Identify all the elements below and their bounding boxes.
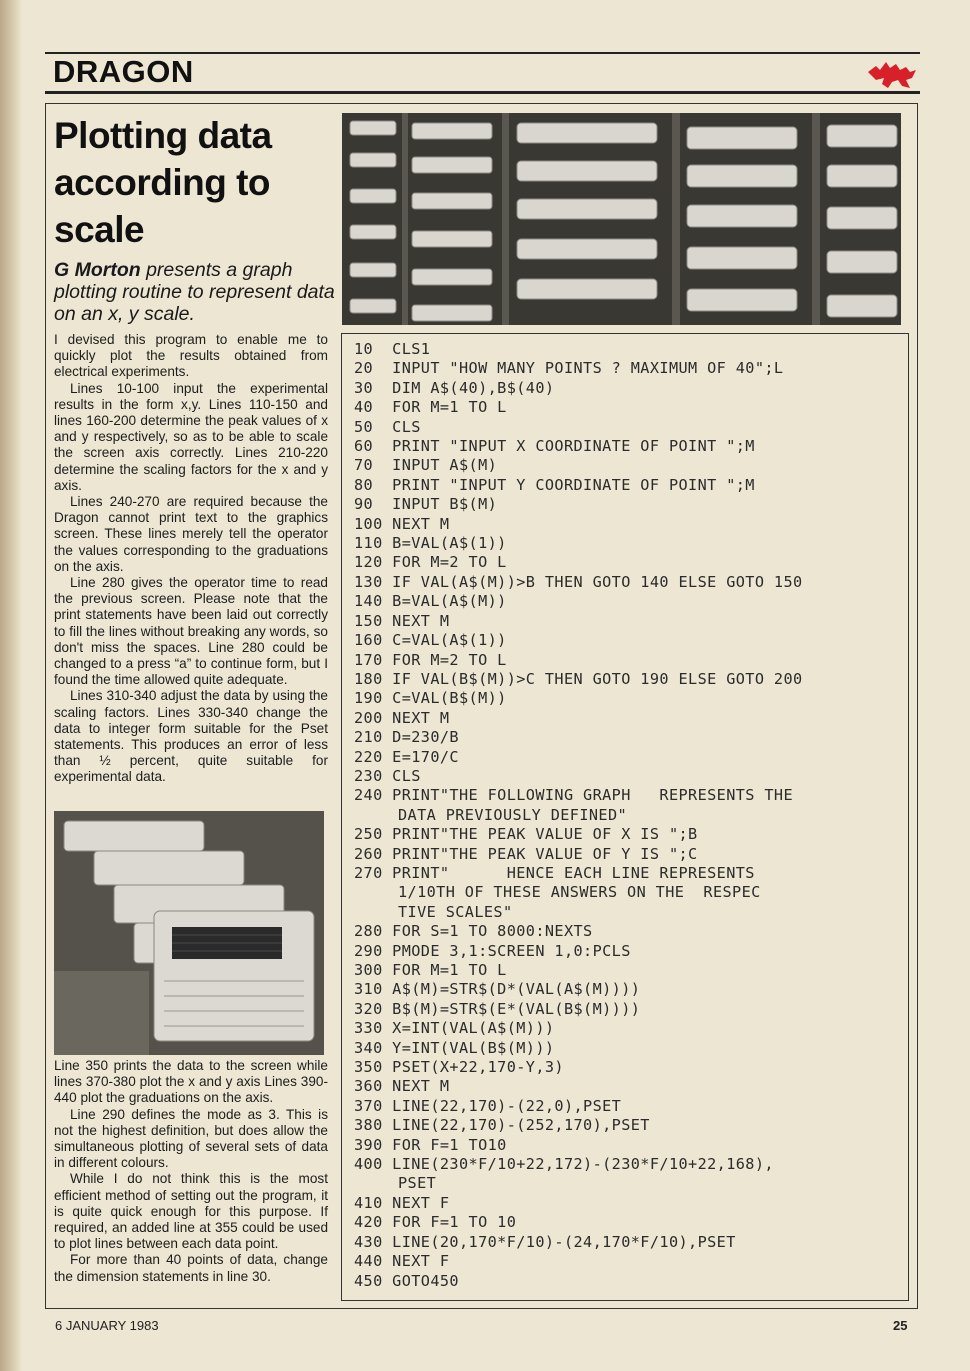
code-line: 380 LINE(22,170)-(252,170),PSET [354, 1116, 650, 1135]
code-line: 340 Y=INT(VAL(B$(M))) [354, 1038, 555, 1057]
code-line: 50 CLS [354, 417, 421, 436]
body-paragraph: Lines 240-270 are required because the Dragon cannot print text to the graphics screen. These lines merely tell the operator the values corresponding to the graduations on the axis. [54, 494, 328, 574]
code-line: 300 FOR M=1 TO L [354, 961, 507, 979]
code-line: 100 NEXT M [354, 514, 450, 533]
body-paragraph: Line 290 defines the mode as 3. This is not the highest definition, but does allow the simultaneous plotting of several sets of data in different colours. [54, 1106, 328, 1171]
code-line: 320 B$(M)=STR$(E*(VAL(B$(M)))) [354, 999, 641, 1018]
code-line: 330 X=INT(VAL(A$(M))) [354, 1019, 555, 1038]
code-line: 190 C=VAL(B$(M)) [354, 689, 507, 708]
code-line: 290 PMODE 3,1:SCREEN 1,0:PCLS [354, 941, 631, 960]
code-line: DATA PREVIOUSLY DEFINED" [398, 805, 628, 824]
body-column-1 [54, 332, 328, 786]
code-line: 1/10TH OF THESE ANSWERS ON THE RESPEC [398, 883, 761, 902]
section-heading: DRAGON [53, 54, 194, 89]
body-paragraph: Lines 310-340 adjust the data by using the scaling factors. Lines 330-340 change the data to integer form suitable for the Pset statements. This produces an error of less than ½ percent, quite suitable for experimental data. [54, 688, 328, 785]
code-line: 10 CLS1 [354, 340, 431, 358]
photo-computers-on-racks [342, 113, 901, 325]
code-line: 80 PRINT "INPUT Y COORDINATE OF POINT ";M [354, 475, 755, 494]
code-line: 130 IF VAL(A$(M))>B THEN GOTO 140 ELSE GOTO 150 [354, 572, 803, 591]
dragon-logo-icon [866, 58, 918, 90]
code-line: 310 A$(M)=STR$(D*(VAL(A$(M)))) [354, 980, 641, 999]
code-line: 30 DIM A$(40),B$(40) [354, 378, 555, 397]
footer-date: 6 JANUARY 1983 [55, 1318, 159, 1333]
header-rule [45, 91, 920, 94]
article-title: Plotting data according to scale [54, 115, 272, 250]
code-line: 200 NEXT M [354, 708, 450, 727]
code-line: 440 NEXT F [354, 1252, 450, 1271]
body-paragraph: I devised this program to enable me to quickly plot the results obtained from electrical experiments. [54, 332, 328, 380]
code-line: 250 PRINT"THE PEAK VALUE OF X IS ";B [354, 825, 698, 844]
program-listing [354, 340, 910, 1291]
code-line: 20 INPUT "HOW MANY POINTS ? MAXIMUM OF 40";L [354, 359, 784, 378]
code-line: 220 E=170/C [354, 747, 459, 766]
code-line: 160 C=VAL(A$(1)) [354, 631, 507, 650]
code-line: 390 FOR F=1 TO10 [354, 1135, 507, 1154]
code-line: 170 FOR M=2 TO L [354, 650, 507, 669]
code-line: 240 PRINT"THE FOLLOWING GRAPH REPRESENTS THE [354, 786, 794, 805]
photo-stacked-computers [54, 811, 324, 1055]
code-line: 230 CLS [354, 766, 421, 785]
body-paragraph: Line 350 prints the data to the screen while lines 370-380 plot the x and y axis Lines 390-440 plot the graduations on the axis. [54, 1058, 328, 1106]
article-standfirst [54, 259, 339, 325]
code-line: 410 NEXT F [354, 1193, 450, 1212]
code-line: 370 LINE(22,170)-(22,0),PSET [354, 1096, 622, 1115]
code-line: 40 FOR M=1 TO L [354, 398, 507, 417]
code-line: 270 PRINT" HENCE EACH LINE REPRESENTS [354, 863, 755, 882]
body-paragraph: Line 280 gives the operator time to read the previous screen. Please note that the print statements have been laid out correctly to fill the lines without breaking any words, so don't miss the spaces. Line 280 could be changed to a press “a” to continue form, but I found the time allowed quite adequate. [54, 575, 328, 688]
code-line: 400 LINE(230*F/10+22,172)-(230*F/10+22,168), [354, 1155, 774, 1174]
code-line: 110 B=VAL(A$(1)) [354, 534, 507, 553]
page-spine-shadow [0, 0, 22, 1371]
standfirst-text: presents a graph plotting routine to represent data on an x, y scale. [54, 259, 335, 325]
body-paragraph: For more than 40 points of data, change the dimension statements in line 30. [54, 1252, 328, 1284]
code-line: 70 INPUT A$(M) [354, 456, 498, 475]
code-line: 180 IF VAL(B$(M))>C THEN GOTO 190 ELSE GOTO 200 [354, 669, 803, 688]
code-line: 150 NEXT M [354, 611, 450, 630]
body-column-2 [54, 1058, 328, 1285]
code-line: 360 NEXT M [354, 1077, 450, 1096]
code-line: 60 PRINT "INPUT X COORDINATE OF POINT ";M [354, 437, 755, 456]
body-paragraph: While I do not think this is the most efficient method of setting out the program, it is quite quick enough for this purpose. If required, an added line at 355 could be used to plot lines between each data point. [54, 1171, 328, 1252]
code-line: 210 D=230/B [354, 728, 459, 747]
code-line: 90 INPUT B$(M) [354, 495, 498, 514]
code-line: 430 LINE(20,170*F/10)-(24,170*F/10),PSET [354, 1232, 736, 1251]
page-number: 25 [893, 1318, 908, 1333]
code-line: 420 FOR F=1 TO 10 [354, 1213, 517, 1232]
code-line: 280 FOR S=1 TO 8000:NEXTS [354, 922, 593, 941]
code-line: PSET [398, 1174, 437, 1193]
code-line: 120 FOR M=2 TO L [354, 553, 507, 572]
author-name: G Morton [54, 259, 141, 281]
code-line: 140 B=VAL(A$(M)) [354, 592, 507, 611]
code-line: 350 PSET(X+22,170-Y,3) [354, 1058, 564, 1077]
code-line: TIVE SCALES" [398, 902, 513, 921]
body-paragraph: Lines 10-100 input the experimental results in the form x,y. Lines 110-150 and lines 160-200 determine the peak values of x and y respectively, so as to be able to scale the screen axis correctly. Lines 210-220 determine the scaling factors for the x and y axis. [54, 380, 328, 493]
code-line: 450 GOTO450 [354, 1271, 459, 1290]
code-line: 260 PRINT"THE PEAK VALUE OF Y IS ";C [354, 844, 698, 863]
